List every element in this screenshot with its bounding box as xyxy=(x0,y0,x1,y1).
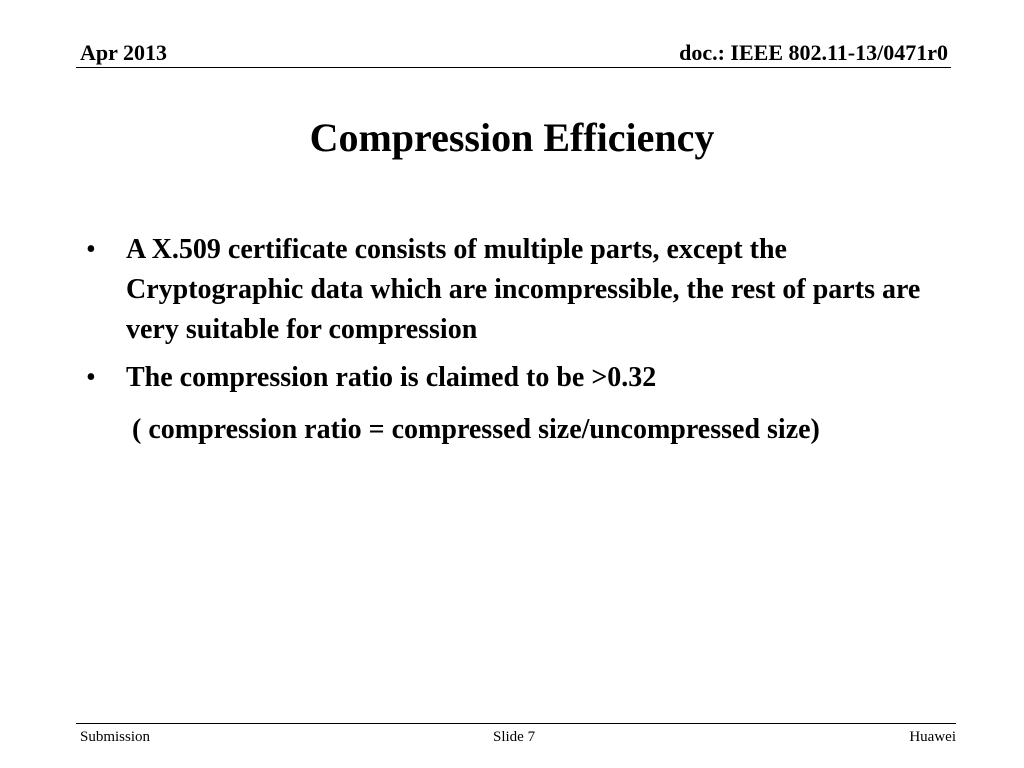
bullet-list xyxy=(86,230,926,406)
footer-submission: Submission xyxy=(80,729,151,745)
bullet-item xyxy=(86,230,926,350)
bullet-item xyxy=(86,358,926,398)
footer-organization: Huawei xyxy=(909,729,956,745)
ratio-definition-note: ( compression ratio = compressed size/uncompressed size) xyxy=(132,414,820,445)
footer-divider xyxy=(76,723,956,724)
bullet-marker: • xyxy=(86,362,96,393)
bullet-marker: • xyxy=(86,234,96,265)
bullet-text: A X.509 certificate consists of multiple parts, except the Cryptographic data which are incompressible, the rest of parts are very suitable for compression xyxy=(126,234,921,345)
header-doc-id: doc.: IEEE 802.11-13/0471r0 xyxy=(679,40,948,65)
header-date: Apr 2013 xyxy=(80,40,167,65)
bullet-text: The compression ratio is claimed to be >0.32 xyxy=(126,362,657,393)
header-divider xyxy=(76,67,951,68)
footer-slide-number: Slide 7 xyxy=(493,729,536,745)
slide-title: Compression Efficiency xyxy=(309,115,715,160)
